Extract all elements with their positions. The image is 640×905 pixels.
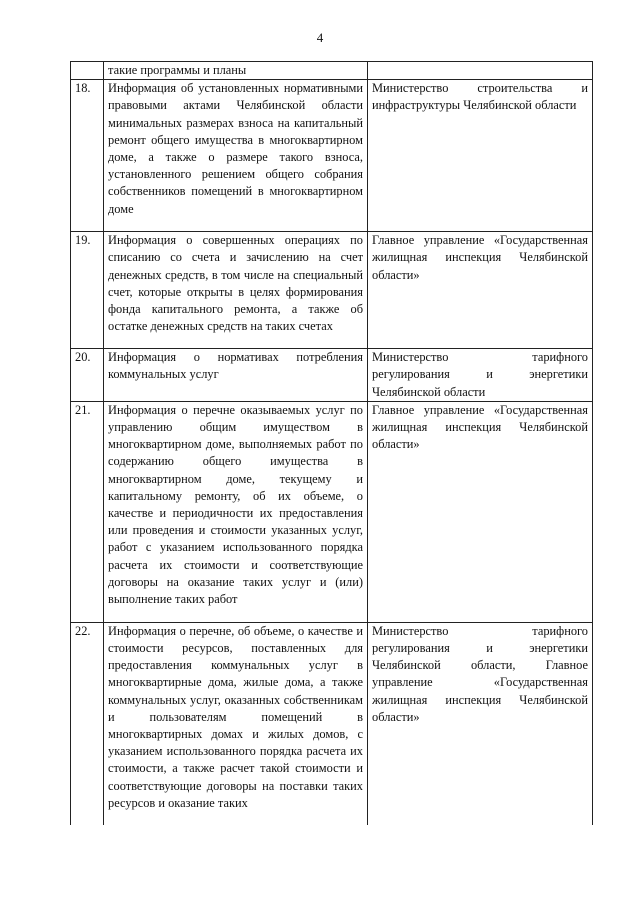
- row-number-cell: 22.: [71, 622, 104, 825]
- page-number: 4: [316, 30, 324, 45]
- info-cell: такие программы и планы: [104, 62, 368, 80]
- responsible-body-cell: Главное управление «Государственная жилищная инспекция Челябинской области»: [368, 232, 593, 349]
- row-number-cell: 20.: [71, 349, 104, 402]
- info-cell: Информация об установленных нормативными правовыми актами Челябинской области минимальных размерах взноса на капитальный ремонт общего имущества в многоквартирном доме, а также о размере такого взноса, установленного решением общего собрания собственников помещений в многоквартирном доме: [104, 80, 368, 232]
- table-row: [71, 80, 593, 232]
- table-row: [71, 622, 593, 825]
- information-table: [70, 61, 593, 825]
- responsible-body-cell: Главное управление «Государственная жилищная инспекция Челябинской области»: [368, 401, 593, 622]
- row-number-cell: 21.: [71, 401, 104, 622]
- table-row: [71, 232, 593, 349]
- row-number-cell: 19.: [71, 232, 104, 349]
- table-row-continuation: [71, 62, 593, 80]
- table-row: [71, 401, 593, 622]
- responsible-body-cell: Министерство тарифного регулирования и энергетики Челябинской области, Главное управление «Государственная жилищная инспекция Челябинской области»: [368, 622, 593, 825]
- table-row: [71, 349, 593, 402]
- row-number-cell: [71, 62, 104, 80]
- row-number-cell: 18.: [71, 80, 104, 232]
- info-cell: Информация о совершенных операциях по списанию со счета и зачислению на счет денежных средств, в том числе на специальный счет, которые открыты в целях формирования фонда капитального ремонта, а также об остатке денежных средств на таких счетах: [104, 232, 368, 349]
- info-cell: Информация о перечне, об объеме, о качестве и стоимости ресурсов, поставленных для предоставления коммунальных услуг в многоквартирные дома, жилые дома, а также коммунальных услуг, оказанных собственникам и пользователям помещений в многоквартирных домах и жилых домов, с указанием использованного порядка расчета их стоимости, а также расчет такой стоимости и соответствующие договоры на поставки таких ресурсов и оказание таких: [104, 622, 368, 825]
- responsible-body-cell: Министерство тарифного регулирования и энергетики Челябинской области: [368, 349, 593, 402]
- responsible-body-cell: [368, 62, 593, 80]
- responsible-body-cell: Министерство строительства и инфраструктуры Челябинской области: [368, 80, 593, 232]
- info-cell: Информация о перечне оказываемых услуг по управлению общим имуществом в многоквартирном доме, выполняемых работ по содержанию общего имущества в многоквартирном доме, текущему и капитальному ремонту, об их объеме, о качестве и периодичности их предоставления или проведения и стоимости указанных услуг, работ с указанием использованного порядка расчета их стоимости и соответствующие договоры на оказание таких услуг и (или) выполнение таких работ: [104, 401, 368, 622]
- info-cell: Информация о нормативах потребления коммунальных услуг: [104, 349, 368, 402]
